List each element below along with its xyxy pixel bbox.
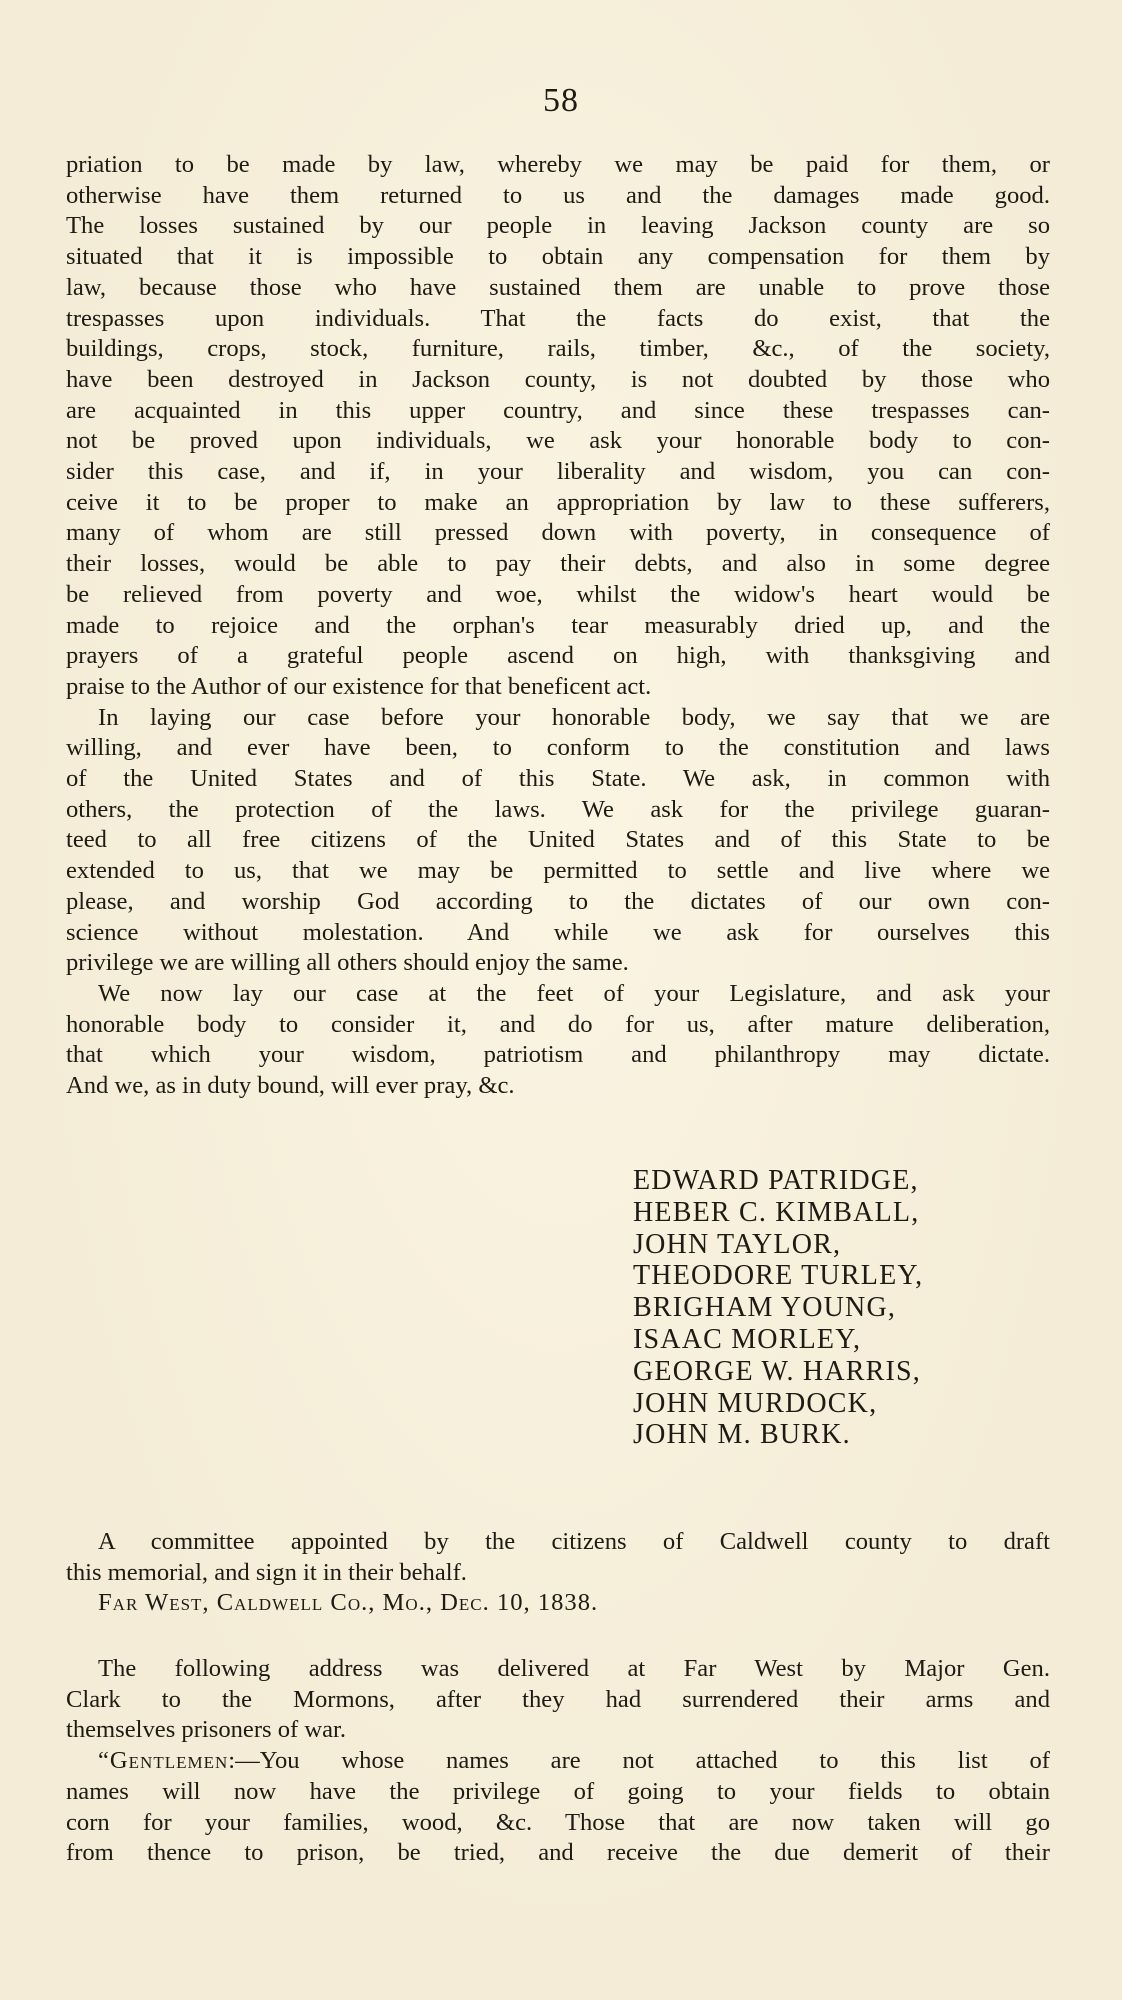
text-line: this memorial, and sign it in their behalf. [66,1558,467,1586]
text-line: prayers of a grateful people ascend on high, with thanksgiving and [66,642,1050,670]
text-line: The following address was delivered at Far West by Major Gen. [98,1655,1050,1682]
signatory-name: JOHN MURDOCK, [633,1387,878,1419]
text-line: honorable body to consider it, and do for us, after mature deliberation, [66,1010,1050,1038]
dateline: Far West, Caldwell Co., Mo., Dec. 10, 1838. [98,1589,599,1617]
signatory-name: BRIGHAM YOUNG, [633,1292,897,1324]
quote-first-line [66,1746,1050,1777]
signatory-name: ISAAC MORLEY, [633,1323,862,1355]
quote-first-line-rest: :—You whose names are not attached to this list of [228,1747,1050,1775]
signatory-name: JOHN TAYLOR, [633,1228,842,1260]
text-line: corn for your families, wood, &c. Those that are now taken will go [66,1808,1050,1836]
signatory-name: HEBER C. KIMBALL, [633,1196,920,1228]
text-line: In laying our case before your honorable body, we say that we are [98,703,1050,731]
signatory-name: GEORGE W. HARRIS, [633,1355,921,1387]
clark-address [66,1654,1050,1869]
text-line: And we, as in duty bound, will ever pray, &c. [66,1072,515,1100]
text-line: extended to us, that we may be permitted to settle and live where we [66,857,1050,885]
text-line: ceive it to be proper to make an appropriation by law to these sufferers, [66,488,1050,516]
text-line: science without molestation. And while we ask for ourselves this [66,918,1050,946]
committee-note [66,1527,1050,1619]
text-line: trespasses upon individuals. That the facts do exist, that the [66,304,1050,332]
text-line: of the United States and of this State. We ask, in common with [66,765,1050,793]
text-line: A committee appointed by the citizens of Caldwell county to draft [98,1528,1050,1555]
text-line: from thence to prison, be tried, and receive the due demerit of their [66,1839,1050,1867]
text-line: have been destroyed in Jackson county, is not doubted by those who [66,365,1050,393]
signatory-name: EDWARD PATRIDGE, [633,1165,919,1196]
text-line: buildings, crops, stock, furniture, rails, timber, &c., of the society, [66,335,1050,363]
text-line: teed to all free citizens of the United States and of this State to be [66,826,1050,854]
text-line: be relieved from poverty and woe, whilst the widow's heart would be [66,580,1050,608]
text-line: sider this case, and if, in your liberality and wisdom, you can con- [66,458,1050,486]
text-line: others, the protection of the laws. We ask for the privilege guaran- [66,795,1050,823]
memorial-body [66,150,1050,1102]
text-line: priation to be made by law, whereby we may be paid for them, or [66,151,1050,178]
text-line: otherwise have them returned to us and the damages made good. [66,181,1050,209]
signatory-name: THEODORE TURLEY, [633,1260,924,1292]
text-line: their losses, would be able to pay their debts, and also in some degree [66,550,1050,578]
text-line: many of whom are still pressed down with poverty, in consequence of [66,519,1050,547]
text-line: themselves prisoners of war. [66,1716,347,1744]
text-line: law, because those who have sustained them are unable to prove those [66,273,1050,301]
text-line: The losses sustained by our people in leaving Jackson county are so [66,212,1050,240]
text-line: Clark to the Mormons, after they had surrendered their arms and [66,1685,1050,1713]
text-line: names will now have the privilege of going to your fields to obtain [66,1777,1050,1805]
text-line: are acquainted in this upper country, and since these trespasses can- [66,396,1050,424]
text-line: not be proved upon individuals, we ask your honorable body to con- [66,427,1050,455]
quote-salutation: “Gentlemen [98,1747,229,1775]
text-line: made to rejoice and the orphan's tear measurably dried up, and the [66,611,1050,639]
text-line: willing, and ever have been, to conform to the constitution and laws [66,734,1050,762]
text-line: situated that it is impossible to obtain any compensation for them by [66,243,1050,271]
text-line: please, and worship God according to the dictates of our own con- [66,887,1050,915]
text-line: praise to the Author of our existence for that beneficent act. [66,672,652,700]
signatory-list [633,1165,923,1451]
text-line: that which your wisdom, patriotism and philanthropy may dictate. [66,1041,1050,1069]
page-number: 58 [543,82,579,119]
text-line: We now lay our case at the feet of your Legislature, and ask your [98,979,1050,1007]
text-line: privilege we are willing all others should enjoy the same. [66,949,629,977]
signatory-name: JOHN M. BURK. [633,1419,851,1451]
